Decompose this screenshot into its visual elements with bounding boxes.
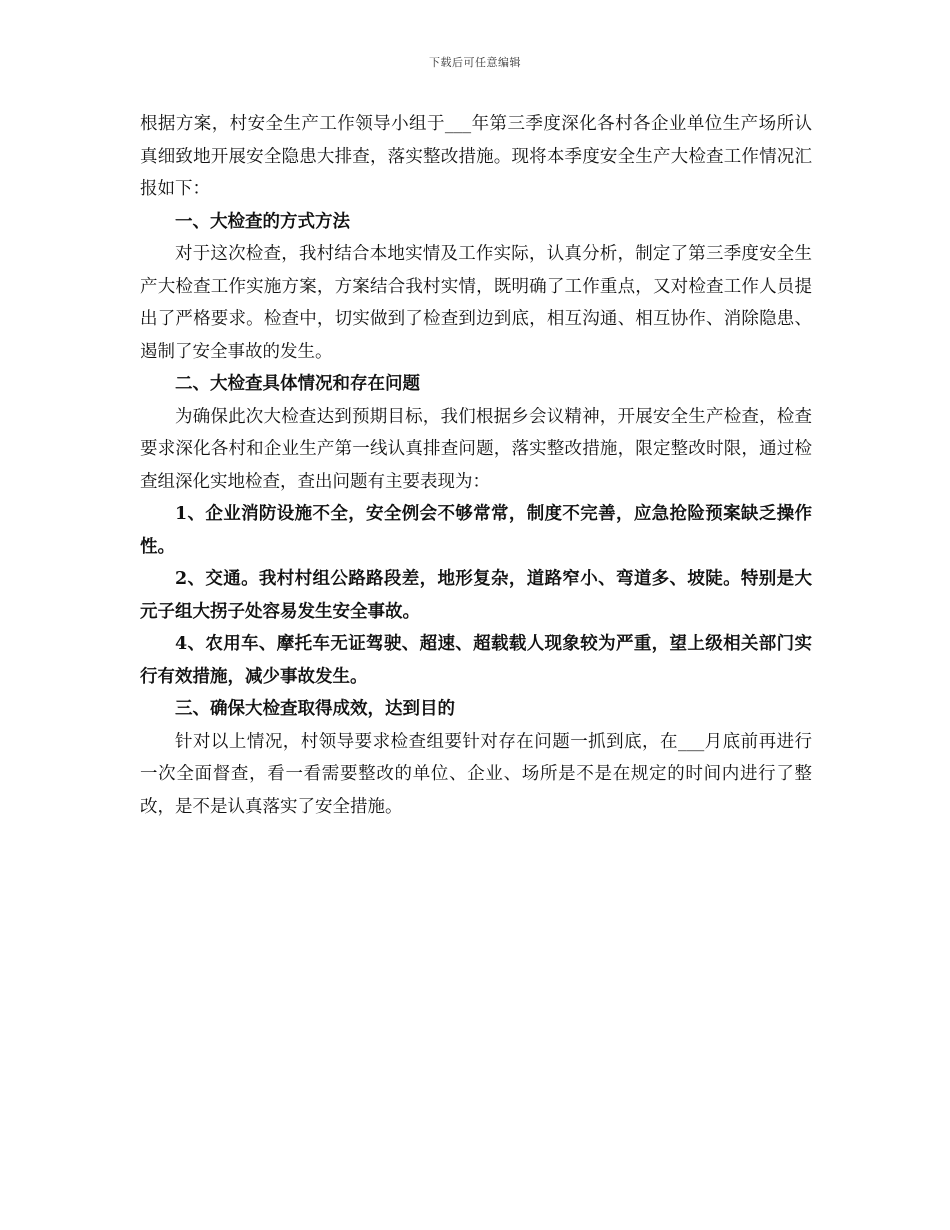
section-1-paragraph: 对于这次检查，我村结合本地实情及工作实际，认真分析，制定了第三季度安全生产大检查工作实施方案，方案结合我村实情，既明确了工作重点，又对检查工作人员提出了严格要求。检查中，切实做到了检查到边到底，相互沟通、相互协作、消除隐患、遏制了安全事故的发生。 <box>140 244 812 362</box>
section-3-paragraph: 针对以上情况，村领导要求检查组要针对存在问题一抓到底，在___月底前再进行一次全面督查，看一看需要整改的单位、企业、场所是不是在规定的时间内进行了整改，是不是认真落实了安全措施。 <box>140 731 812 817</box>
intro-paragraph: 根据方案，村安全生产工作领导小组于___年第三季度深化各村各企业单位生产场所认真细致地开展安全隐患大排查，落实整改措施。现将本季度安全生产大检查工作情况汇报如下： <box>140 114 812 199</box>
page-header-note: 下载后可任意编辑 <box>429 56 521 69</box>
section-2-heading: 二、大检查具体情况和存在问题 <box>175 374 420 394</box>
section-1-heading: 一、大检查的方式方法 <box>175 211 350 232</box>
issue-1-paragraph: 1、企业消防设施不全，安全例会不够常常，制度不完善，应急抢险预案缺乏操作性。 <box>140 504 812 557</box>
document-body <box>140 108 812 823</box>
issue-4-paragraph: 4、农用车、摩托车无证驾驶、超速、超载载人现象较为严重，望上级相关部门实行有效措施，减少事故发生。 <box>140 634 812 687</box>
section-2-paragraph: 为确保此次大检查达到预期目标，我们根据乡会议精神，开展安全生产检查，检查要求深化各村和企业生产第一线认真排查问题，落实整改措施，限定整改时限，通过检查组深化实地检查，查出问题有主要表现为： <box>140 406 812 492</box>
section-3-heading: 三、确保大检查取得成效，达到目的 <box>175 699 455 719</box>
issue-2-paragraph: 2、交通。我村村组公路路段差，地形复杂，道路窄小、弯道多、坡陡。特别是大元子组大拐子处容易发生安全事故。 <box>140 569 812 622</box>
